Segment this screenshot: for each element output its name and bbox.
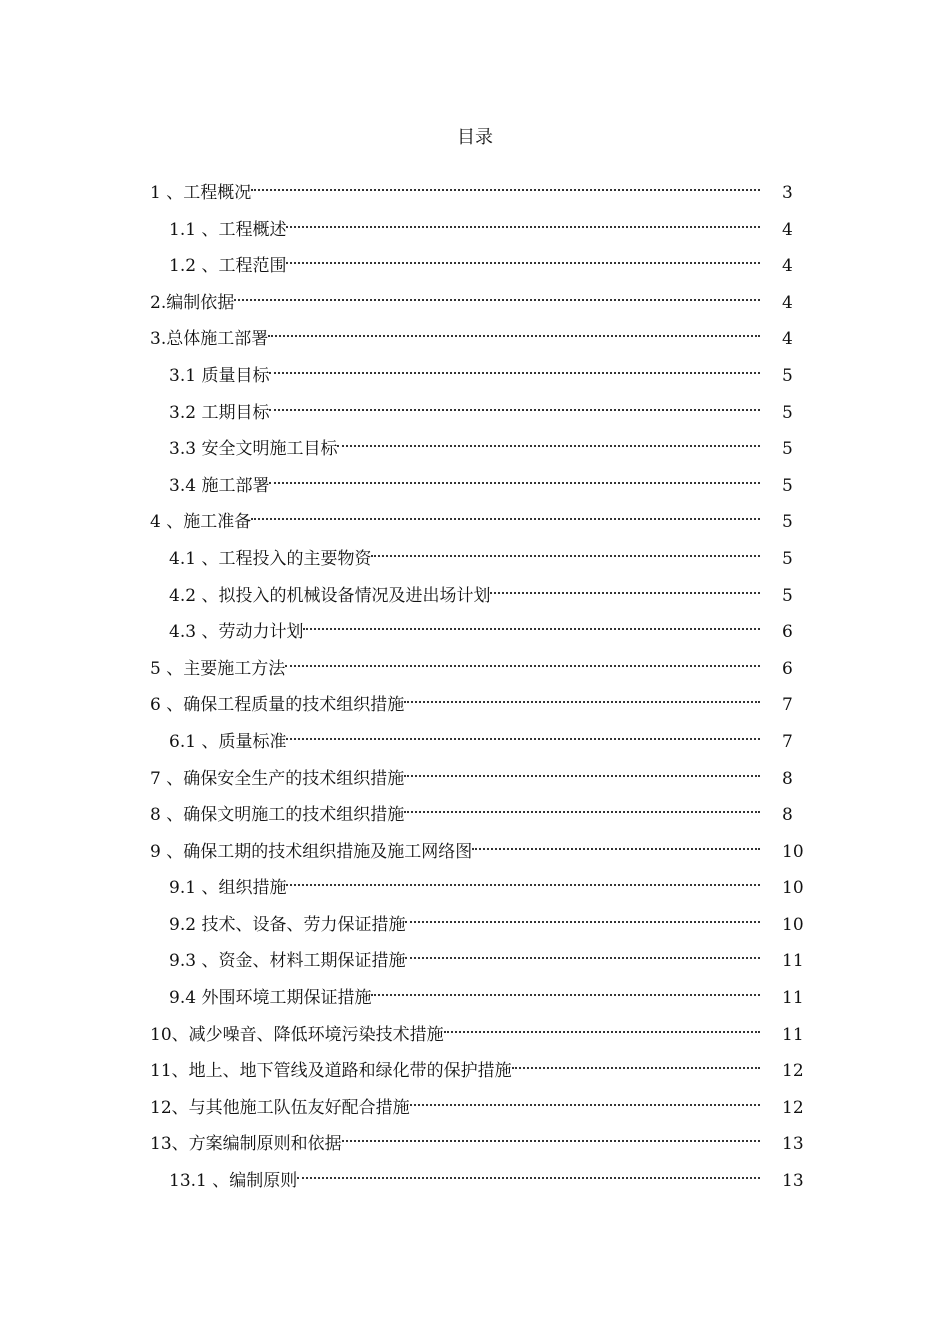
toc-entry-number: 11: [150, 1061, 172, 1082]
toc-entry-title: 技术、设备、劳力保证措施: [201, 914, 406, 935]
toc-dot-leader: [251, 170, 760, 198]
toc-entry-number: 3.3: [169, 439, 202, 460]
toc-entry-page: 5: [782, 512, 793, 533]
toc-entry[interactable]: [150, 1121, 802, 1158]
toc-entry-title: 、确保安全生产的技术组织措施: [166, 768, 405, 789]
toc-entry-number: 6.1: [169, 731, 202, 752]
toc-entry[interactable]: [150, 865, 802, 902]
toc-entry-page: 10: [782, 878, 804, 899]
toc-entry-page: 5: [782, 548, 793, 569]
toc-dot-leader: [268, 316, 760, 344]
toc-dot-leader: [404, 792, 760, 820]
toc-entry-title: 、工程概述: [201, 219, 287, 240]
toc-entry-page: 11: [782, 951, 804, 972]
toc-entry-number: 5: [150, 658, 167, 679]
toc-dot-leader: [285, 646, 760, 674]
toc-dot-leader: [269, 390, 760, 418]
toc-dot-leader: [286, 207, 760, 235]
toc-entry-title: 、工程概况: [166, 183, 252, 203]
toc-entry-number: 13.1: [169, 1171, 213, 1192]
toc-entry-title: 质量目标: [201, 365, 270, 386]
toc-dot-leader: [490, 573, 760, 601]
toc-entry-page: 13: [782, 1134, 804, 1155]
toc-entry[interactable]: [150, 280, 802, 317]
toc-entry-number: 3.: [150, 329, 167, 350]
toc-dot-leader: [286, 243, 760, 271]
toc-entry-number: 1: [150, 183, 167, 203]
toc-entry-page: 8: [782, 768, 793, 789]
toc-entry-number: 7: [150, 768, 167, 789]
toc-entry-page: 8: [782, 805, 793, 826]
toc-entry[interactable]: [150, 536, 802, 573]
toc-entry[interactable]: [150, 1048, 802, 1085]
toc-entry[interactable]: [150, 646, 802, 683]
toc-dot-leader: [404, 756, 760, 784]
toc-entry-title: 、劳动力计划: [201, 622, 304, 643]
toc-entry-number: 9.2: [169, 914, 202, 935]
toc-entry[interactable]: [150, 756, 802, 793]
toc-dot-leader: [405, 902, 760, 930]
toc-entry[interactable]: [150, 938, 802, 975]
toc-entry-number: 3.4: [169, 475, 202, 496]
toc-entry-title: 、组织措施: [201, 878, 287, 899]
toc-entry-number: 8: [150, 805, 167, 826]
toc-entry-title: 、减少噪音、降低环境污染技术措施: [171, 1024, 444, 1045]
toc-dot-leader: [234, 280, 760, 308]
toc-entry-title: 、资金、材料工期保证措施: [201, 951, 406, 972]
toc-entry-page: 10: [782, 914, 804, 935]
toc-entry-number: 9.4: [169, 988, 202, 1009]
toc-entry-title: 、编制原则: [212, 1171, 298, 1192]
toc-entry-title: 、主要施工方法: [166, 658, 286, 679]
toc-entry[interactable]: [150, 573, 802, 610]
toc-entry-title: 、确保文明施工的技术组织措施: [166, 805, 405, 826]
toc-entry-number: 9: [150, 841, 167, 862]
toc-entry-title: 、工程投入的主要物资: [201, 548, 372, 569]
toc-entry[interactable]: [150, 792, 802, 829]
toc-entry-page: 12: [782, 1097, 804, 1118]
toc-entry-page: 7: [782, 731, 793, 752]
toc-list: [150, 170, 802, 1195]
toc-entry-title: 、确保工程质量的技术组织措施: [166, 695, 405, 716]
toc-dot-leader: [342, 1121, 760, 1149]
toc-entry-page: 11: [782, 1024, 804, 1045]
toc-entry-title: 工期目标: [201, 402, 270, 423]
toc-entry-page: 4: [782, 292, 793, 313]
toc-entry[interactable]: [150, 390, 802, 427]
toc-entry-page: 6: [782, 658, 793, 679]
toc-entry-page: 6: [782, 622, 793, 643]
toc-entry[interactable]: [150, 243, 802, 280]
toc-entry[interactable]: [150, 1158, 802, 1195]
toc-entry[interactable]: [150, 316, 802, 353]
toc-entry-title: 、方案编制原则和依据: [171, 1134, 342, 1155]
toc-entry[interactable]: [150, 1085, 802, 1122]
toc-entry-page: 10: [782, 841, 804, 862]
toc-entry[interactable]: [150, 499, 802, 536]
toc-dot-leader: [337, 426, 760, 454]
toc-entry-number: 4.1: [169, 548, 202, 569]
toc-entry[interactable]: [150, 975, 802, 1012]
toc-entry[interactable]: [150, 426, 802, 463]
toc-entry-page: 7: [782, 695, 793, 716]
toc-title: 目录: [457, 127, 493, 148]
toc-entry[interactable]: [150, 719, 802, 756]
toc-entry[interactable]: [150, 829, 802, 866]
toc-entry-title: 、与其他施工队伍友好配合措施: [171, 1097, 410, 1118]
toc-entry-title: 、地上、地下管线及道路和绿化带的保护措施: [171, 1061, 512, 1082]
toc-entry-number: 3.1: [169, 365, 202, 386]
toc-dot-leader: [286, 865, 760, 893]
toc-entry-page: 13: [782, 1171, 804, 1192]
toc-entry[interactable]: [150, 902, 802, 939]
toc-dot-leader: [512, 1048, 760, 1076]
toc-entry-number: 12: [150, 1097, 172, 1118]
toc-entry[interactable]: [150, 207, 802, 244]
toc-dot-leader: [286, 719, 760, 747]
toc-entry[interactable]: [150, 1012, 802, 1049]
toc-entry-page: 5: [782, 439, 793, 460]
toc-entry-title: 、确保工期的技术组织措施及施工网络图: [166, 841, 473, 862]
toc-entry-number: 6: [150, 695, 167, 716]
toc-entry-page: 4: [782, 329, 793, 350]
toc-dot-leader: [472, 829, 760, 857]
toc-entry-number: 10: [150, 1024, 172, 1045]
toc-entry-page: 5: [782, 402, 793, 423]
toc-entry-number: 9.1: [169, 878, 202, 899]
toc-entry-title: 、工程范围: [201, 256, 287, 277]
toc-entry-number: 3.2: [169, 402, 202, 423]
toc-entry-title: 、质量标准: [201, 731, 287, 752]
toc-dot-leader: [444, 1012, 760, 1040]
toc-entry-number: 4.2: [169, 585, 202, 606]
toc-entry-number: 4: [150, 512, 167, 533]
toc-dot-leader: [410, 1085, 760, 1113]
toc-entry-title: 总体施工部署: [166, 329, 269, 350]
toc-dot-leader: [371, 975, 760, 1003]
toc-entry-page: 4: [782, 256, 793, 277]
toc-dot-leader: [303, 609, 760, 637]
toc-entry[interactable]: [150, 609, 802, 646]
toc-entry-title: 编制依据: [166, 292, 235, 313]
toc-entry-title: 安全文明施工目标: [201, 439, 338, 460]
toc-entry[interactable]: [150, 682, 802, 719]
toc-entry-number: 9.3: [169, 951, 202, 972]
toc-dot-leader: [297, 1158, 760, 1186]
toc-dot-leader: [405, 938, 760, 966]
toc-dot-leader: [269, 463, 760, 491]
toc-entry-page: 5: [782, 475, 793, 496]
toc-entry-title: 、拟投入的机械设备情况及进出场计划: [201, 585, 491, 606]
toc-entry-title: 外围环境工期保证措施: [201, 988, 372, 1009]
toc-entry-page: 12: [782, 1061, 804, 1082]
toc-entry-page: 11: [782, 988, 804, 1009]
toc-entry-page: 4: [782, 219, 793, 240]
toc-entry-number: 1.1: [169, 219, 202, 240]
toc-entry-number: 1.2: [169, 256, 202, 277]
toc-dot-leader: [251, 499, 760, 527]
toc-entry-page: 3: [782, 183, 793, 203]
toc-entry-page: 5: [782, 365, 793, 386]
toc-entry[interactable]: [150, 353, 802, 390]
toc-dot-leader: [269, 353, 760, 381]
toc-entry-title: 施工部署: [201, 475, 270, 496]
toc-entry-number: 2.: [150, 292, 167, 313]
toc-entry[interactable]: [150, 463, 802, 500]
toc-entry[interactable]: [150, 170, 802, 207]
toc-dot-leader: [404, 682, 760, 710]
toc-entry-number: 4.3: [169, 622, 202, 643]
toc-entry-number: 13: [150, 1134, 172, 1155]
toc-entry-page: 5: [782, 585, 793, 606]
toc-entry-title: 、施工准备: [166, 512, 252, 533]
toc-dot-leader: [371, 536, 760, 564]
